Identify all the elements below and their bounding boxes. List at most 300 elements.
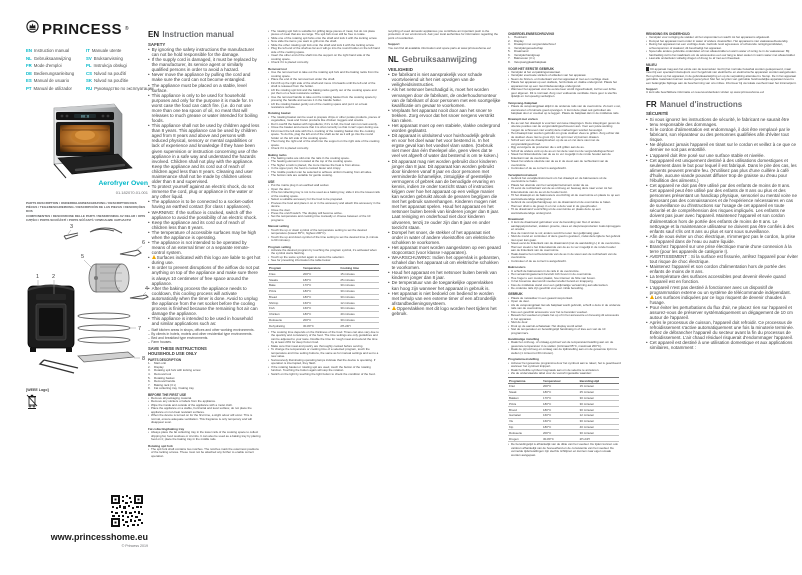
bullet-list: [508, 297, 621, 335]
list-item: • Plaats de netstekker in een geaard stopcontact.: [508, 297, 621, 300]
bullet-list: [268, 116, 381, 151]
sub-heading: Removal tool: [268, 66, 287, 71]
bullet-list: [268, 249, 381, 263]
text-column-en-2: [268, 30, 381, 567]
table-cell: 30 minuten: [579, 395, 619, 401]
list-item: • Verwijder voor reiniging de stekker uit het stopcontact en wacht tot het apparaat is afgekoeld.: [646, 36, 798, 39]
sub-heading: BEFORE THE FIRST USE: [148, 392, 187, 397]
language-entry: [86, 62, 146, 70]
list-item: • Check if it is placed correctly.: [268, 61, 381, 64]
list-item: – Staff kitchen areas in shops, offices and other working environments.: [148, 328, 261, 332]
weee-crossed-bin-icon: [26, 396, 38, 413]
language-entry: [26, 77, 86, 85]
section-title: NL Gebruiksaanwijzing: [388, 55, 478, 65]
language-label: Manuale utente: [91, 48, 122, 53]
crop-mark: [10, 549, 22, 561]
parts-list-item: Main unit: [154, 361, 166, 366]
table-cell: 30 minutes: [339, 282, 378, 288]
language-label: Instruction manual: [33, 48, 70, 53]
list-item: • L'appareil doit être posé sur une surface stable et nivelée.: [646, 153, 798, 158]
language-code: NL: [26, 55, 32, 61]
parts-list-item: Draaispit met vergrendelschroef: [514, 42, 556, 47]
list-item: • Het apparaat moet worden aangesloten op een geaard stopcontact (voor klasse I-apparaten).: [388, 245, 501, 255]
list-item: • The appliance is to be connected to a socket-outlet having an earthed contact (for class I appliances).: [148, 199, 261, 209]
list-item: • Kies de middelste stand voor een gelijkmatige verwarming aan alle kanten.: [508, 284, 621, 287]
parts-list-item: Vetopvangplaat/bakplaat: [514, 60, 547, 65]
emphasis-line: HOUSEHOLD USE ONLY: [148, 351, 197, 357]
language-entry: [26, 62, 86, 70]
list-item: • If the supply cord is damaged, it must be replaced by the manufacturer, its service agent or similarly qualified persons in order to avoid a hazard.: [148, 57, 261, 72]
list-item: • Make sure that meat and poultry are thoroughly cooked before serving.: [268, 345, 381, 348]
list-item: • When the device is turned on for the first time, a slight odour will occur. This is normal, ensure adequate ventilation. This fragrance is only temporary and will disappear soon.: [148, 414, 261, 424]
list-item: • The temperature of accessible surfaces may be high when the appliance is operating.: [148, 230, 261, 240]
language-column-left: [26, 47, 86, 92]
section-heading: VEILIGHEID: [388, 66, 413, 72]
parts-list-item: Baking rack (3 x): [154, 382, 177, 387]
list-item: • Hoe hoger u een rooster plaatst, hoe intenser de hitte van boven.: [508, 277, 621, 280]
list-item: • Close the door.: [268, 209, 381, 212]
list-item: • La température des surfaces accessibles peut devenir élevée quand l'appareil est en fonction.: [646, 274, 798, 284]
sub-heading: ONDERDELENBESCHRIJVING: [508, 32, 555, 36]
sub-heading: Support: [646, 87, 658, 92]
table-cell: 160°C: [302, 300, 339, 306]
sub-heading: Fat collecting/baking tray: [148, 426, 185, 431]
princess-crown-icon: [26, 20, 39, 38]
list-item: • Open de deur.: [508, 300, 621, 303]
list-item: • The middle position can be selected to achieve uniform heating from all sides.: [268, 171, 381, 174]
language-label: Руководство по эксплуатации: [94, 85, 154, 91]
list-item: • Zie de onderstaande tabel voor de vooraf ingestelde waarden:: [508, 372, 621, 375]
list-item: • Cet appareil ne doit pas être utilisé par des enfants de moins de 8 ans. Cet appareil peut être utilisé par des enfants de 8 ans ou plus et des personnes présentant un handicap physique, sensoriel ou mental voire ne disposant pas des connaissances et de l'expérience nécessaires en cas de surveillance ou d'instructions sur l'usage de cet appareil en toute sécurité et de compréhension des risques impliqués. Les enfants ne doivent pas jouer avec l'appareil. Maintenez l'appareil et son cordon d'alimentation hors de portée des enfants de moins de 8 ans. Le nettoyage et la maintenance utilisateur ne doivent pas être confiés à des enfants sauf s'ils ont 8 ans ou plus et sont sous surveillance.: [646, 183, 798, 234]
list-item: • Til de draaimand voorzichtig uit de ovenruimte en plaats deze op een warmtebestendige ondergrond.: [508, 208, 621, 215]
table-cell: Friet: [508, 384, 542, 390]
list-item: • The heating element is located at the top of the cooking space.: [268, 160, 381, 163]
list-item: – By clients in hotels, motels and other residential type environments.: [148, 332, 261, 336]
list-item: • Insert the other end of the shaft into the support on the right hand side of the cooking space.: [268, 54, 381, 61]
product-name: Aerofryer Oven: [98, 180, 148, 187]
language-index: [26, 47, 154, 92]
list-item: • Raak hetzelfde symbool nogmaals aan om de selectie te annuleren.: [508, 369, 621, 372]
section-heading: SÉCURITÉ: [646, 111, 669, 117]
table-cell: 30 minutes: [339, 288, 378, 294]
program-table-body: [508, 384, 619, 442]
table-cell: 25 minuten: [579, 389, 619, 395]
table-cell: 30-80°C: [302, 323, 339, 329]
list-item: • Use the removal tool to take out the rotating spit fork and the baking racks from the cooking space.: [268, 71, 381, 78]
list-item: • Rijg vervolgens de producten die u wilt grillen aan de as.: [508, 146, 621, 149]
registered-mark: ®: [124, 26, 129, 32]
list-item: • Remove any stickers or labels from the appliance.: [148, 400, 261, 403]
bullet-list: [508, 122, 621, 171]
list-item: • Stel de temperatuur en bereidingstijd handmatig in of kies een van de 10 programma's.: [508, 328, 621, 335]
table-cell: Brood: [508, 407, 542, 413]
paragraph: U kunt alle beschikbare informatie en reserveonderdelen vinden op www.princesshome.eu!: [646, 90, 765, 95]
list-item: • In the upper part, the food is cooked faster and crispy.: [268, 167, 381, 170]
brand-logo: [26, 20, 148, 38]
table-cell: Vis: [508, 418, 542, 424]
paragraph: You can find all available information and spare parts at www.princesshome.eu!: [388, 45, 492, 50]
list-item: • Activeer het gewenste programma door het symbool aan te raken; het is geactiveerd wanneer het symbool knippert.: [508, 362, 621, 369]
list-item: • Haak daarna het rechteruiteinde van de as in de steun aan de rechterkant van de ovenruimte.: [508, 253, 621, 260]
parts-list-item: Display: [514, 38, 524, 43]
list-item: • In het bovenste deel wordt voedsel sneller bereid en knapperig.: [508, 280, 621, 283]
list-item: • Plaats de vetopvangplaat altijd in de onderste rails van de ovenruimte. Zo kunt u vet, etensresten of kruimels goed opvangen. U kunt deze plaat ook gebruiken als bakplaat door er voedsel op te leggen. Plaats de bakplaat dan in de middelste rails.: [508, 105, 621, 115]
list-item: • Place the appliance on a stable, horizontal and level surface; do not place the appliance on non-heat resistant surfaces.: [148, 407, 261, 414]
list-item: • Het verwarmingselement bevindt zich boven in de ovenruimte.: [508, 273, 621, 276]
language-code: EN: [26, 48, 32, 53]
table-cell: 180°C: [542, 401, 579, 407]
table-cell: 180°C: [302, 277, 339, 283]
language-entry: [26, 55, 86, 63]
language-label: Manual de utilizador: [33, 85, 72, 91]
list-item: • Als de vetopvangplaat niet als bakplaat wordt gebruikt, schuift u deze in de onderste rails van de ovenruimte.: [508, 304, 621, 311]
language-code: SK: [86, 78, 92, 84]
numbered-parts-list: [148, 362, 261, 390]
sub-heading: VOOR HET EERSTE GEBRUIK: [508, 66, 554, 71]
list-item: • Sluit de deur.: [508, 321, 621, 324]
list-item: • Don't overfill the basket with ingredients; if it's to full, the food can not cook evenly.: [268, 123, 381, 126]
table-cell: 180°C: [542, 407, 579, 413]
brand-name: PRINCESS: [42, 20, 122, 38]
list-item: • Wipe the inside and outside of the appliance with a moist cloth.: [148, 404, 261, 407]
list-item: • Close the basket and ensure that it is shut correctly so that it can't open during use.: [268, 126, 381, 129]
list-item: • Wanneer het apparaat voor de eerste keer wordt ingeschakeld, zal het een lichte geur afgeven. Dit is normaal. Zorg voor voldoende ventilatie. Deze geur is slechts tijdelijk en zal spoedig verdwijnen.: [508, 88, 621, 98]
list-item: • The bottom rails are suitable for gentle cooking.: [268, 174, 381, 177]
language-code: CS: [86, 70, 92, 76]
list-item: • U schuift de bakroosters in de rails in de ovenruimte.: [508, 270, 621, 273]
list-item: • Plug the left end of the shaft as far as it will go into the round holder on the left hand side of the cooking space.: [268, 47, 381, 54]
list-item: • Til eerst de rechterkant van de as omhoog en beweeg deze naar voren tot het linkeruiteinde van de as uit de houder komt.: [508, 187, 621, 194]
diagram-callout-3: 3: [70, 224, 74, 230]
table-cell: Shrimp: [268, 300, 302, 306]
language-code: SV: [86, 55, 92, 61]
table-cell: 2H-24H: [339, 323, 378, 329]
table-cell: Drogen: [508, 436, 542, 442]
table-cell: 30-80°C: [542, 436, 579, 442]
table-cell: 200°C: [302, 317, 339, 323]
language-code: RU: [86, 85, 93, 91]
product-photo: [36, 102, 136, 185]
list-item: • Controleer of de as correct is aangebracht.: [508, 167, 621, 170]
list-item: • Laat alle onderdelen volledig drogen of droog ze af met een theedoek.: [646, 57, 798, 60]
parts-list-item: Rotating basket: [154, 375, 175, 380]
list-item: • Raak de pijl omhoog en omlaag van de tijdinstelling aan om de gewenste tijd in te stellen (1 minuut tot 60 minuten).: [508, 348, 621, 355]
language-code: IT: [86, 48, 90, 53]
language-code: PT: [26, 85, 32, 91]
table-cell: Steaks: [268, 277, 302, 283]
sub-heading: Draaimand: [508, 217, 524, 222]
text-column-en-end-nl-start: [388, 30, 501, 567]
bullet-list: [148, 448, 261, 458]
list-item: • Select a suitable accessory for the food to be prepared.: [268, 198, 381, 201]
list-item: • Si vous ignorez les instructions de sécurité, le fabricant ne saurait être tenu responsable des dommages.: [646, 117, 798, 127]
sub-heading: Rotating basket: [268, 111, 291, 116]
table-cell: 2H-24H: [579, 436, 619, 442]
list-item: • U kunt de draaimand gebruiken voor de bereiding van friet of andere aardappelproducten, stukken groente, vlees en diepvriesproducten zoals kipnuggets en snacks.: [508, 221, 621, 231]
warning-triangle-icon: [392, 306, 396, 310]
table-cell: Pizza: [268, 288, 302, 294]
list-item: • Never move the appliance by pulling the cord and make sure the cord can not become entangled.: [148, 72, 261, 82]
bullet-list: [508, 221, 621, 263]
list-item: • First lift up the right side of the shaft and move it forwards until the left end of the shaft is released from the holder.: [268, 82, 381, 89]
sub-heading: GEBRUIK: [508, 292, 523, 297]
list-item: • Slide one of the rotating spit forks onto the shaft and lock it with the locking screw.: [268, 37, 381, 40]
table-cell: 180°C: [302, 311, 339, 317]
list-item: • Successively illuminating operating lamps indicate that the device is operating. If operation is interrupted, they flash.: [268, 359, 381, 366]
warning-triangle-icon: [650, 295, 654, 299]
sub-heading: USE: [268, 179, 275, 184]
list-item: • Controleer of de as correct is aangebracht.: [508, 260, 621, 263]
list-item: • The appliance is not intended to be operated by means of an external timer or a separate remote-control system.: [148, 240, 261, 255]
sub-heading: MILIEU: [646, 62, 657, 67]
section-title: EN Instruction manual: [148, 30, 234, 39]
list-item: • Keep the appliance and its cord out of reach of children less than 8 years.: [148, 220, 261, 230]
list-item: • Touch the up and down symbol of the time setting to set the desired time (1 minute to 60 minutes).: [268, 236, 381, 243]
list-item: • De bereidingstijd is afhankelijk van de dikte van het voedsel. De tijden kunnen ook variëren afhankelijk van de hoeveelheid en de consistentie van het voedsel. De vermelde tijdsinstellingen zijn slechts richtlijnen en kunnen naar eigen smaak worden aangepast.: [508, 443, 621, 457]
table-cell: 30 minuten: [579, 430, 619, 436]
website-url: www.princesshome.eu: [50, 532, 148, 542]
table-cell: Rotisserie: [508, 430, 542, 436]
list-item: • Les surfaces indiquées par ce logo risquent de devenir chaudes à l'usage.: [646, 295, 798, 305]
language-entry: [26, 70, 86, 78]
product-number: 01.182070.01.001: [115, 190, 148, 195]
parts-caption-line-2: COMPONENTES / DESCRIZIONE DELLE PARTI / BESKRIVNING AV DELAR / OPIS CZĘŚCI / POPIS SOUČÁSTÍ / POPIS SÚČASTÍ / ОПИСАНИЕ ЗАПЧАСТИ: [26, 214, 146, 222]
table-cell: 180°C: [302, 288, 339, 294]
bullet-list: [508, 105, 621, 115]
list-item: • Als het netsnoer beschadigd is, moet het worden vervangen door de fabrikant, de onderhoudsmonteur van de fabrikant of door personen met een soortgelijke kwalificatie om gevaar te voorkomen.: [388, 87, 501, 107]
program-table: [268, 264, 379, 329]
table-cell: 170°C: [542, 395, 579, 401]
list-item: • Reinig het apparaat met een vochtige doek. Gebruik nooit agressieve of schurende reinigingsmiddelen, schuursponzen of staalwol; dit beschadigt het apparaat.: [646, 43, 798, 50]
list-item: • Dit apparaat mag niet worden gebruikt door kinderen jonger dan 8 jaar. Dit apparaat kan worden gebruikt door kinderen vanaf 8 jaar en door personen met verminderde lichamelijke, zintuiglijke of geestelijke vermogens of gebrek aan de benodigde ervaring en kennis, indien ze onder toezicht staan of instructies krijgen over hoe het apparaat op een veilige manier kan worden gebruikt alsook de gevaren begrijpen die met het gebruik samenhangen. Kinderen mogen niet met het apparaat spelen. Houd het apparaat en het netsnoer buiten bereik van kinderen jonger dan 8 jaar. Laat reiniging en onderhoud niet door kinderen uitvoeren, tenzij ze ouder zijn dan 8 jaar en onder toezicht staan.: [388, 159, 501, 230]
list-item: • Après le processus de cuisson, l'appareil doit refroidir. Ce processus de refroidissement s'active automatiquement une fois la minuterie terminée. Évitez de débrancher l'appareil du secteur avant la fin du processus de refroidissement. L'air chaud résiduel risquerait d'endommager l'appareil.: [646, 320, 798, 340]
list-item: • To protect yourself against an electric shock, do not immerse the cord, plug or appliance in the water or any other liquid.: [148, 184, 261, 199]
environment-paragraph: Dit apparaat mag aan het einde van de levensduur niet bij het normale huisafval worden gedeponeerd, maar moet bij een speciaal inzamelpunt voor hergebruik van elektrische en elektronische apparaten worden aangeboden. Het symbool op het apparaat, in de gebruiksaanwijzing en op de verpakking attendeert u hierop. De in het apparaat gebruikte materialen kunnen worden gerecycled. Met het recyclen van gebruikte huishoudelijke apparaten levert u een belangrijke bijdrage aan de bescherming van ons milieu. Informeer bij uw lokale overheid naar het inzamelpunt.: [646, 66, 797, 85]
emphasis-line: SAVE THESE INSTRUCTIONS: [148, 345, 207, 351]
language-entry: [86, 85, 154, 93]
table-cell: 30 minutes: [339, 294, 378, 300]
bullet-list: [148, 47, 261, 326]
language-code: DE: [26, 70, 32, 76]
sub-heading: Vetopvang-/bakplaat: [508, 100, 538, 105]
language-label: Návod na použití: [93, 70, 127, 76]
bullet-list: [268, 30, 381, 65]
list-item: • Steek eerst de linkerkant van de draaimand (met de aanduiding L) in de ovenruimte. Hiervoor steekt u het linkeruiteinde van de as zo ver mogelijk in de ronde houder aan de linkerkant van de ovenruimte.: [508, 242, 621, 252]
table-cell: Rotisserie: [268, 317, 302, 323]
list-item: • Ne déplacez jamais l'appareil en tirant sur le cordon et veillez à ce que ce dernier ne soit pas entortillé.: [646, 142, 798, 152]
language-code: FR: [26, 63, 32, 69]
parts-list-item: Removal tool: [154, 372, 172, 376]
table-cell: Dehydrating: [268, 323, 302, 329]
exploded-parts-diagram: [24, 220, 150, 387]
list-item: • De as van het draaispit is voorzien van twee inkepingen. Deze inkepingen geven de uiterste posities van de vergrendelingsschroeven aan. Voor een juiste werking mogen de schroeven niet voorbij deze markeringen worden bevestigd.: [508, 122, 621, 132]
list-item: • First insert the left side with the L marking of the rotating basket into the cooking space. To do this, plug the left end of the shaft as far as it will go into the round holder on the left side of the cooking space.: [268, 130, 381, 140]
weee-logo-block: [26, 388, 49, 414]
list-item: • Touch up the same symbol again to cancel the selection.: [268, 256, 381, 259]
list-item: • Then hang the right end of the shaft into the support on the right side of the cooking space.: [268, 140, 381, 147]
sub-heading: Support: [388, 42, 400, 47]
table-cell: Kip: [508, 424, 542, 430]
list-item: • Het apparaat moet op een stabiele, vlakke ondergrond worden geplaatst.: [388, 123, 501, 133]
list-item: • Lift the rotating spit fork and the baking racks gently out of the cooking space and put them on a heat resistance surface.: [268, 89, 381, 96]
list-item: • Oppervlakken met dit logo worden heet tijdens het gebruik.: [388, 306, 501, 316]
sub-heading: Program setting: [268, 244, 292, 249]
list-item: • Sluit de mand en controleer of deze goed is gesloten, zodat deze tijdens het gebruik niet open kan gaan.: [508, 235, 621, 242]
list-item: • De onderste rails zijn geschikt voor een milde bereiding.: [508, 287, 621, 290]
table-cell: 200°C: [542, 384, 579, 390]
list-item: • Process the food and place it on or in the accessory and attach this accessory in the device.: [268, 202, 381, 209]
list-item: • Dompel het snoer, de stekker of het apparaat niet onder in water of andere vloeistoffen om elektrische schokken te voorkomen.: [388, 230, 501, 245]
column-header: Temperatuur: [542, 378, 579, 384]
list-item: • Set the temperature and cooking time manually or choose between of the 10 programs.: [268, 215, 381, 222]
list-item: • Pour éviter les perturbations du flux d'air, ne placez rien sur l'appareil et assurez-vous de préserver systématiquement un dégagement de 10 cm autour de l'appareil.: [646, 305, 798, 320]
list-item: • If the rotating basket or rotating spit are used, touch the button of the rotating function. Touching the button again will stop the rotation.: [268, 366, 381, 373]
language-entry: [26, 85, 86, 93]
crop-mark: [10, 26, 22, 38]
text-column-en-1: [148, 30, 261, 567]
bullet-list: [508, 177, 621, 215]
section-title: FR Manuel d'instructions: [646, 99, 743, 109]
list-item: • Use the removal handle to take out the rotating basket from the cooking space by pressing the handle and secure it in the handle holder.: [268, 96, 381, 103]
list-item: • Raak het omhoog- of omlaag-symbool van de temperatuurinstelling aan om de gewenste temperatuur in te stellen (minimaal 65°C, maximaal 200°C).: [508, 341, 621, 348]
table-row: [268, 323, 379, 329]
table-cell: Bakken: [508, 395, 542, 401]
column-header: Program: [268, 265, 302, 271]
list-item: • By ignoring the safety instructions the manufacturer can not be hold responsible for the damage.: [148, 47, 261, 57]
bullet-list: [268, 71, 381, 109]
sub-heading: Baking racks: [268, 152, 287, 157]
table-cell: Bake: [268, 282, 302, 288]
table-cell: 30 minuten: [579, 401, 619, 407]
diagram-callout-4: 4: [145, 286, 149, 292]
crop-mark: [786, 4, 800, 18]
list-item: • Verwijder eventuele stickers of etiketten van het apparaat.: [508, 74, 621, 77]
list-item: • Doe de mand niet te vol; anders wordt het eten niet gelijkmatig gaar.: [508, 232, 621, 235]
parts-list-item: Verwijdergereedschap: [514, 45, 544, 50]
list-item: • Schuif de andere vork op de as en zet deze vast met de vergrendelingsschroef.: [508, 150, 621, 153]
left-panel: [24, 20, 154, 560]
language-label: Návod na použitie: [93, 78, 129, 84]
weee-label: [WEEE Logo]: [26, 388, 49, 392]
parts-caption-line-1: PARTS DESCRIPTION / ONDERDELENBESCHRIJVING / DESCRIPTION DES PIÈCES / TEILEBESCHREIBUNG / DESCRIPCIÓN DE LAS PIEZAS / DESCRIÇÕES DOS: [26, 201, 146, 213]
list-item: • In order to prevent disruptions of the airflow do not put anything on top of the appliance and make sure there is always 10 centimeter of free space around the appliance.: [148, 265, 261, 285]
diagram-callout-1: 1: [36, 274, 40, 280]
list-item: • Spoel alle andere gebruikte onderdelen af met afwasmiddel en warm water of reinig ze in de vaatwasser. Bij hardnekkig vuil is het raadzaam om de accessoires een uur lang te laten weken in warm water met afwasmiddel.: [646, 50, 798, 57]
list-item: • If the fat collecting tray is not to be used as a baking tray, slide it into the lowest rails of the cooking space.: [268, 191, 381, 198]
copyright: © Princess 2019: [121, 544, 148, 548]
table-cell: 12 minutes: [339, 300, 378, 306]
bullet-list: [268, 184, 381, 222]
diagram-callout-7: 7: [138, 326, 142, 332]
list-item: • The rotating spit fork is suitable for grilling large pieces of meat, but do not place pieces of meat that are too large. The spit fork must still be free to rotate.: [268, 30, 381, 37]
list-item: • Dit apparaat is uitsluitend voor huishoudelijk gebruik en voor het doel waar het voor bestemd is. In het ergste geval kan het voedsel vlam vatten. (Gebruik niet meer dan één theelepel olie, geen vlees dat te veel vet afgeeft of water dat bestemd is om te koken.): [388, 133, 501, 158]
numbered-parts-list: [508, 36, 621, 64]
bullet-list: [646, 36, 798, 60]
table-cell: 160°C: [302, 306, 339, 312]
list-item: • The appliance must be placed on a stable, level surface.: [148, 83, 261, 93]
table-cell: 30 minuten: [579, 418, 619, 424]
table-cell: 160°C: [542, 412, 579, 418]
list-item: – Farm houses.: [148, 340, 261, 344]
list-item: • Steek het andere uiteinde van de as in de steun aan de rechterkant van de ovenruimte.: [508, 160, 621, 167]
language-entry: [86, 47, 146, 55]
list-item: • This appliance is only to be used for household purposes and only for the purpose it is made for. In worst case the food can catch fire. (i.e. do not use more than one tea spoon of oil, no meat that will releases to much grease or water intended for boiling foods.: [148, 93, 261, 123]
svg-text:88:8: 88:8: [80, 115, 90, 120]
language-entry: [26, 47, 86, 55]
list-item: • Dompel het apparaat nooit onder in water of andere vloeistoffen. Het apparaat is niet vaatwasserbestendig.: [646, 40, 798, 43]
bullet-list: [388, 72, 501, 316]
list-item: • AVERTISSEMENT : Si la surface est fissurée, arrêtez l'appareil pour éviter tout risque de choc électrique.: [646, 254, 798, 264]
list-item: • Plaats het apparaat op een stabiele, horizontale en vlakke ondergrond. Plaats het apparaat niet op een niet-hittebestendige ondergrond.: [508, 81, 621, 88]
language-label: Mode d'emploi: [33, 63, 62, 69]
table-cell: 160°C: [542, 418, 579, 424]
table-cell: 25 minutes: [339, 277, 378, 283]
section-language-code: NL: [388, 55, 399, 65]
list-item: • Open the door.: [268, 188, 381, 191]
parts-list-item: Bakrooster (3 x): [514, 56, 535, 61]
table-cell: 180°C: [302, 294, 339, 300]
list-item: – Bed and breakfast type environments.: [148, 336, 261, 340]
diagram-callout-2: 2: [52, 274, 56, 280]
sub-heading: Bakroosters: [508, 265, 526, 270]
list-item: • Kies een geschikt accessoire voor het te bereiden voedsel.: [508, 311, 621, 314]
table-cell: 15 minutes: [339, 271, 378, 277]
list-item: • Slide the other rotating spit fork onto the shaft and lock it with the locking screw.: [268, 44, 381, 47]
column-header: Programma: [508, 378, 542, 384]
list-item: • Remove all packaging material.: [148, 397, 261, 400]
table-cell: 12 minuten: [579, 412, 619, 418]
weee-bin-icon: [646, 67, 649, 71]
sub-heading: Programma-instelling: [508, 357, 539, 362]
parts-list-item: Display: [154, 364, 164, 369]
sub-heading: Handmatige instelling: [508, 337, 540, 342]
table-cell: Fish: [268, 306, 302, 312]
list-item: • The baking racks are slid onto the rails in the cooking space.: [268, 157, 381, 160]
table-cell: Fries: [268, 271, 302, 277]
table-cell: 40 minutes: [339, 311, 378, 317]
language-entry: [86, 77, 146, 85]
list-item: • The cooking time depends on the thickness of the food. Times can also vary due to the quantity and consistency of the food. The time settings are only guidelines and can be adjusted to your taste. Double the time for rough meat and extend the time by at least 20% for deep frozen food.: [268, 331, 381, 345]
bullet-list: [148, 328, 261, 344]
list-item: • Maintenez l'appareil et son cordon d'alimentation hors de portée des enfants de moins de 8 ans.: [646, 264, 798, 274]
list-item: • Cet appareil est uniquement destiné à des utilisations domestiques et seulement dans le but pour lequel il est fabriqué. Dans le pire des cas, les aliments peuvent prendre feu. (N'utilisez pas plus d'une cuillère à café d'huile, aucune viande pouvant diffuser trop de graisse ou d'eau pour l'ébullition des aliments.): [646, 158, 798, 183]
list-item: • Plaats het uiteinde van het verwijderinstrument onder de as.: [508, 184, 621, 187]
list-item: • Put the mains plug in an earthed wall socket.: [268, 184, 381, 187]
list-item: • Check if it is placed correctly.: [268, 147, 381, 150]
text-column-nl-end-fr-start: [646, 30, 798, 567]
list-item: • Now slide the items you want to grill onto the shaft.: [268, 40, 381, 43]
column-header: Cooking time: [339, 265, 378, 271]
qr-code: [110, 494, 144, 533]
table-cell: 30 minutes: [339, 306, 378, 312]
bullet-list: [268, 331, 381, 376]
column-header: Bereidingstijd: [579, 378, 619, 384]
language-column-right: [86, 47, 154, 92]
parts-list-item: Rotating spit fork with locking screw: [154, 368, 201, 373]
table-cell: 30 minuten: [579, 407, 619, 413]
list-item: • Touch the up or down symbol of the temperature setting to set the desired temperature (lowest 65°C, highest 200°C).: [268, 229, 381, 236]
list-item: • Branchez l'appareil sur une prise électrique munie d'une connexion à la terre (pour les appareils de catégorie I).: [646, 244, 798, 254]
table-cell: Chicken: [268, 311, 302, 317]
text-column-nl-2: [508, 30, 621, 567]
section-language-code: EN: [148, 30, 160, 39]
parts-list-item: Verwijderhandgreep: [514, 52, 541, 57]
warning-triangle-icon: [152, 255, 156, 259]
sub-heading: Draaispit met vorken: [508, 117, 538, 122]
list-item: • This appliance shall not be used by children aged less than 8 years. This appliance can be used by children aged from 8 years and above and persons with reduced physical, sensory or mental capabilities or lack of experience and knowledge if they have been given supervision or instruction concerning use of the appliance in a safe way and understand the hazards involved. Children shall not play with the appliance. Keep the appliance and its cord out of reach of children aged less than 8 years. Cleaning and user maintenance shall not be made by children unless older than 8 and supervised.: [148, 123, 261, 184]
language-code: PL: [86, 63, 92, 69]
list-item: • The higher a rack is placed, the more intense the heat is from above.: [268, 164, 381, 167]
